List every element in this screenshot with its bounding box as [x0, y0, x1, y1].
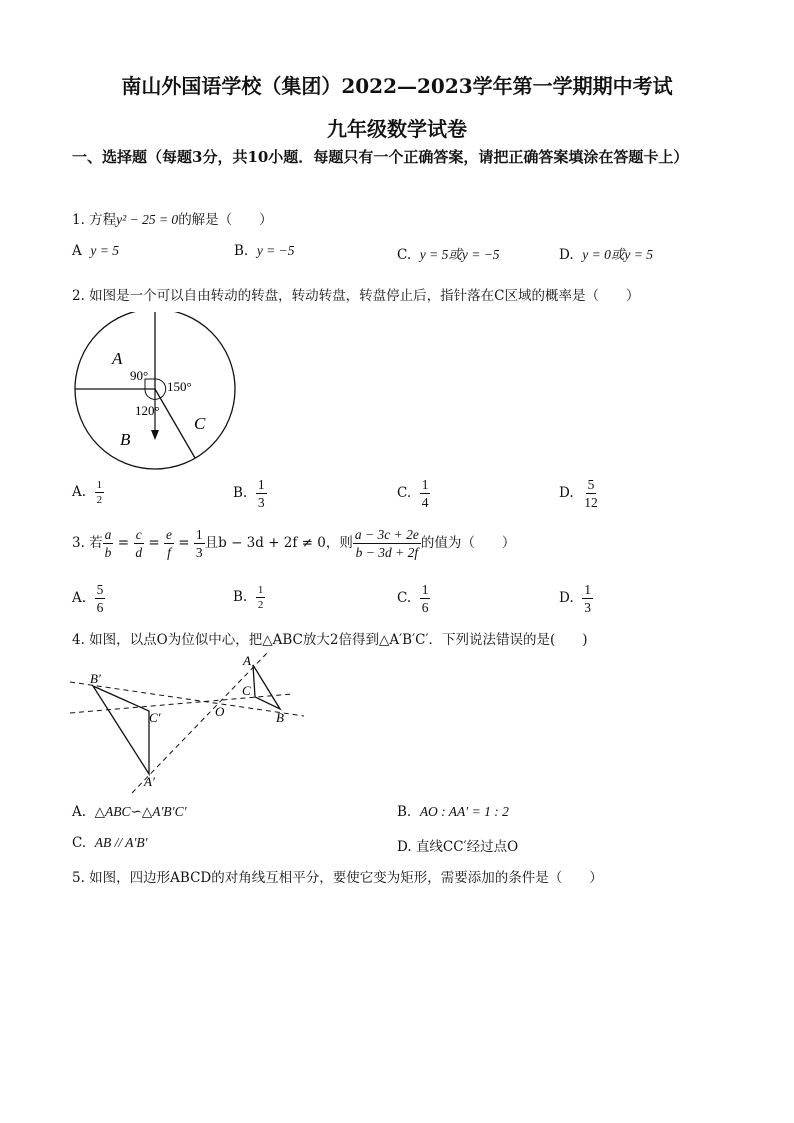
option-letter: D.	[559, 485, 574, 501]
q4-option-a	[72, 804, 187, 820]
q3-option-d	[559, 582, 593, 615]
fraction-numerator: 1	[257, 477, 265, 492]
fraction-a-b	[103, 527, 114, 560]
option-fraction	[420, 582, 431, 615]
fraction-one-third	[194, 527, 205, 560]
fraction-numerator: 1	[195, 527, 203, 542]
question-5: 5. 如图，四边形ABCD的对角线互相平分，要使它变为矩形，需要添加的条件是（ ）	[72, 870, 603, 886]
fraction-numerator: 5	[96, 582, 104, 597]
point-label-b: B	[276, 710, 284, 725]
option-fraction	[256, 584, 266, 611]
ray-c-cprime	[70, 694, 292, 713]
exam-title: 南山外国语学校（集团）2022—2023学年第一学期期中考试	[121, 74, 673, 98]
fraction-denominator: 6	[421, 600, 429, 615]
q3-option-b	[233, 584, 265, 611]
option-letter: A	[72, 243, 82, 259]
option-fraction	[256, 477, 267, 510]
fraction-denominator: d	[135, 545, 143, 560]
fraction-numerator: 1	[584, 582, 591, 597]
q1-option-a	[72, 243, 119, 259]
fraction-numerator: 1	[96, 479, 103, 491]
fraction-denominator: f	[167, 545, 171, 560]
region-label-a: A	[112, 349, 123, 368]
point-label-bprime: B′	[90, 671, 101, 686]
q3-stem-suffix: 的值为（ ）	[420, 535, 516, 551]
option-fraction	[95, 479, 105, 506]
q4-option-b	[397, 804, 509, 820]
option-letter: C.	[397, 485, 412, 501]
fraction-numerator: a − 3c + 2e	[354, 527, 419, 542]
option-letter: A.	[72, 804, 87, 820]
question-3: 3. 若 $\frac{a}{b}$ = $\frac{c}{d}$ = $\frac{e}{f}$ = $\frac{1}{3}$ 且b − 3d + 2f ≠ 0，则 $\frac{a - 3c + 2e}{b - 3d + 2f}$ 的值为（ ）	[72, 527, 516, 560]
fraction-denominator: 6	[96, 600, 104, 615]
fraction-denominator: b	[104, 545, 112, 560]
point-label-c: C	[242, 683, 251, 698]
q1-stem-prefix: 1. 方程	[72, 212, 117, 228]
region-label-c: C	[194, 414, 206, 433]
spinner-divider-bottom	[155, 389, 195, 458]
fraction-denominator: 4	[421, 495, 429, 510]
option-text: y = 5或y = −5	[419, 247, 500, 262]
q3-stem-prefix: 3. 若	[72, 535, 103, 551]
angle-arc-150	[155, 379, 166, 398]
option-letter: C.	[397, 247, 412, 263]
fraction-denominator: 12	[584, 495, 598, 510]
option-text: y = 0或y = 5	[582, 247, 653, 262]
fraction-denominator: 3	[584, 600, 591, 615]
section-heading: 一、选择题（每题3分，共10小题．每题只有一个正确答案，请把正确答案填涂在答题卡上）	[72, 148, 689, 166]
q1-option-b	[234, 243, 295, 259]
triangle-abc	[253, 665, 280, 709]
fraction-denominator: 2	[96, 494, 103, 506]
q2-option-c	[397, 477, 430, 510]
q1-equation: y² − 25 = 0	[116, 212, 179, 227]
q1-option-c	[397, 243, 500, 263]
q2-option-d	[559, 477, 600, 510]
fraction-numerator: 1	[421, 582, 429, 597]
region-label-b: B	[120, 430, 131, 449]
homothety-figure	[66, 650, 310, 796]
option-text: AB // A′B′	[94, 835, 148, 850]
point-label-a: A	[243, 653, 251, 668]
option-letter: A.	[72, 590, 87, 606]
question-2: 2. 如图是一个可以自由转动的转盘，转动转盘，转盘停止后，指针落在C区域的概率是（ ）	[72, 288, 640, 304]
angle-label-120: 120°	[135, 403, 160, 418]
option-fraction	[582, 582, 593, 615]
option-letter: A.	[72, 484, 87, 500]
fraction-numerator: 1	[421, 477, 429, 492]
option-text: 直线CC′经过点O	[415, 839, 519, 855]
option-letter: B.	[233, 589, 248, 605]
fraction-denominator: 3	[257, 495, 265, 510]
question-1	[72, 208, 273, 228]
fraction-numerator: c	[135, 527, 142, 542]
option-letter: D.	[559, 247, 574, 263]
fraction-denominator: b − 3d + 2f	[355, 545, 419, 560]
option-letter: C.	[397, 590, 412, 606]
fraction-numerator: e	[165, 527, 172, 542]
option-text: y = 5	[90, 243, 119, 258]
exam-subtitle: 九年级数学试卷	[327, 117, 467, 141]
ray-b-bprime	[70, 682, 304, 716]
point-label-aprime: A′	[144, 774, 155, 789]
q2-option-a	[72, 479, 104, 506]
option-letter: C.	[72, 835, 87, 851]
fraction-expression	[353, 527, 421, 560]
option-fraction	[582, 477, 600, 510]
q1-stem-suffix: 的解是（ ）	[178, 212, 273, 228]
option-text: y = −5	[256, 243, 295, 258]
fraction-denominator: 3	[195, 545, 203, 560]
q3-option-c	[397, 582, 430, 615]
fraction-c-d	[133, 527, 144, 560]
option-fraction	[420, 477, 431, 510]
point-label-cprime: C′	[149, 710, 161, 725]
fraction-e-f	[164, 527, 174, 560]
option-letter: B.	[397, 804, 412, 820]
q4-option-d	[397, 835, 518, 855]
q3-condition: 且b − 3d + 2f ≠ 0，则	[204, 535, 353, 551]
option-fraction	[95, 582, 106, 615]
option-letter: B.	[234, 243, 249, 259]
option-letter: D.	[397, 839, 412, 855]
fraction-denominator: 2	[257, 599, 264, 611]
triangle-aprime-bprime-cprime	[93, 686, 149, 774]
spinner-figure	[74, 312, 242, 470]
option-letter: B.	[233, 485, 248, 501]
option-text: △ABC∽△A′B′C′	[94, 804, 187, 819]
option-text: AO : AA′ = 1 : 2	[419, 804, 509, 819]
angle-label-90: 90°	[130, 368, 149, 383]
angle-label-150: 150°	[167, 379, 192, 394]
fraction-numerator: 5	[587, 477, 595, 492]
question-4: 4. 如图，以点O为位似中心，把△ABC放大2倍得到△A′B′C′．下列说法错误的是( )	[72, 632, 588, 648]
point-label-o: O	[215, 704, 225, 719]
q1-option-d	[559, 243, 653, 263]
option-letter: D.	[559, 590, 574, 606]
q2-option-b	[233, 477, 267, 510]
fraction-numerator: a	[104, 527, 112, 542]
pointer-arrow-icon	[151, 430, 159, 440]
q4-option-c	[72, 835, 148, 851]
q3-option-a	[72, 582, 105, 615]
fraction-numerator: 1	[257, 584, 264, 596]
